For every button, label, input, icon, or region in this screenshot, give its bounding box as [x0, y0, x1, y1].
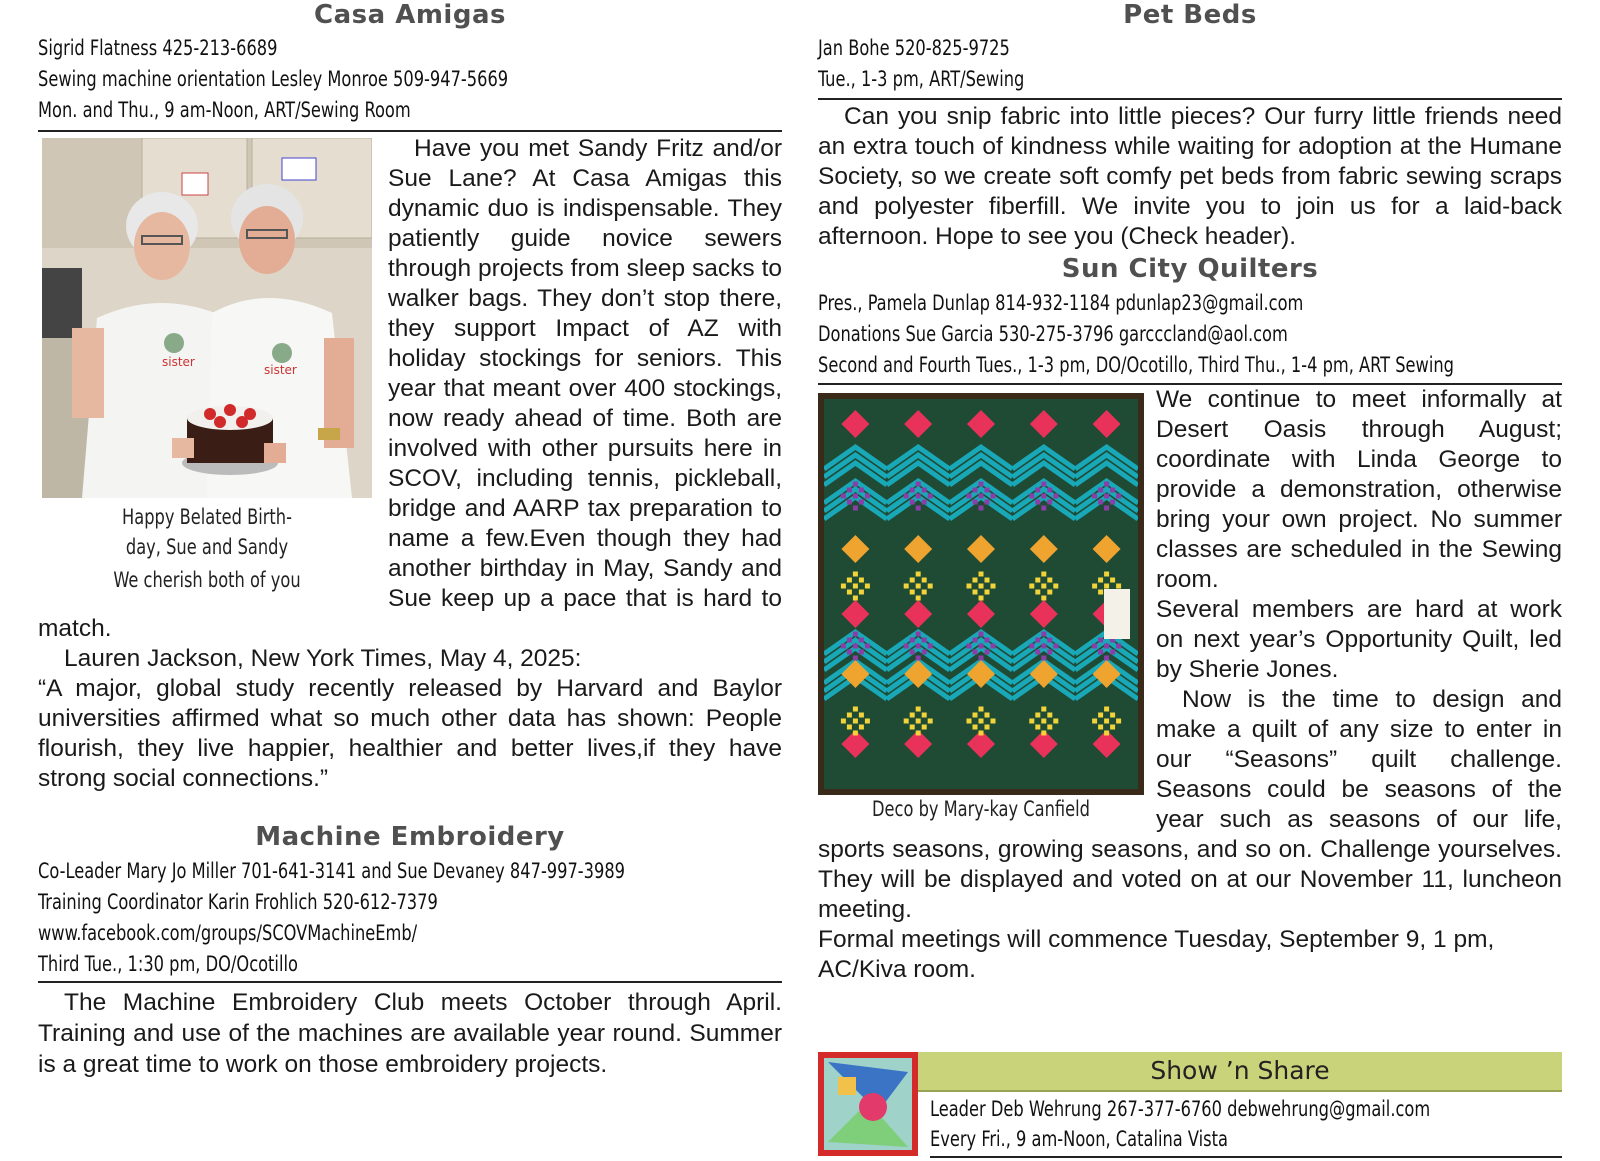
header-line: Sewing machine orientation Lesley Monroe 509-947-5669 — [38, 67, 509, 91]
quilters-paragraph-2: Several members are hard at work on next year’s Opportunity Quilt, led by Sherie Jones. — [1156, 596, 1562, 683]
header-line: Donations Sue Garcia 530-275-3796 garcccland@aol.com — [818, 322, 1288, 346]
shirt-logo-text: sister — [264, 363, 297, 377]
quilt-caption: Deco by Mary-kay Canfield — [872, 797, 1090, 821]
caption-line: Happy Belated Birth- — [122, 505, 292, 529]
sun-city-quilters-title: Sun City Quilters — [1061, 254, 1319, 284]
show-n-share-details — [930, 1094, 1562, 1158]
left-column — [38, 0, 782, 1078]
header-line: www.facebook.com/groups/SCOVMachineEmb/ — [38, 921, 418, 945]
casa-amigas-paragraph: Have you met Sandy Fritz and/or Sue Lane? At Casa Amigas this dynamic duo is indispensable. They patiently guide novice sewers through projects from sleep sacks to walker bags. They don’t stop there, they support Impact of AZ with holiday stockings for seniors. This year that meant over 400 stockings, now ready ahead of time. Both are involved with other pursuits here in SCOV, including tennis, pickleball, bridge and AARP tax preparation to name a few.Even though they had another birthday in May, Sandy and Sue keep up a pace that is hard to match. — [38, 135, 782, 642]
show-n-share-title: Show ’n Share — [1150, 1056, 1330, 1085]
header-line: Mon. and Thu., 9 am-Noon, ART/Sewing Room — [38, 98, 411, 122]
duo-photo-illustration — [42, 138, 372, 498]
right-column — [818, 0, 1562, 985]
quilters-paragraph-1: We continue to meet informally at Desert Oasis through August; coordinate with Linda George to provide a demonstration, otherwise bring your own project. No summer classes are scheduled in the Sewing room. — [1156, 386, 1562, 593]
header-line: Every Fri., 9 am-Noon, Catalina Vista — [930, 1127, 1228, 1151]
quote-paragraph: “A major, global study recently released by Harvard and Baylor universities affirmed what so much other data has shown: People flourish, they live happier, healthier and better lives,if they have strong social connections.” — [38, 675, 782, 792]
duo-photo — [42, 138, 372, 498]
machine-embroidery-paragraph: The Machine Embroidery Club meets October through April. Training and use of the machines are available year round. Summer is a great time to work on those embroidery projects. — [38, 989, 782, 1078]
quilt-figure — [818, 393, 1144, 823]
machine-embroidery-section — [38, 822, 782, 1080]
header-line: Leader Deb Wehrung 267-377-6760 debwehrung@gmail.com — [930, 1097, 1431, 1121]
machine-embroidery-title: Machine Embroidery — [255, 822, 565, 852]
header-line: Tue., 1-3 pm, ART/Sewing — [818, 67, 1025, 91]
header-line: Third Tue., 1:30 pm, DO/Ocotillo — [38, 952, 298, 976]
pet-beds-section — [818, 0, 1562, 252]
header-line: Co-Leader Mary Jo Miller 701-641-3141 and Sue Devaney 847-997-3989 — [38, 859, 626, 883]
caption-line: We cherish both of you — [113, 568, 301, 592]
casa-amigas-header — [38, 33, 782, 132]
show-n-share-box — [818, 1052, 1562, 1156]
header-line: Jan Bohe 520-825-9725 — [818, 36, 1010, 60]
pet-beds-title: Pet Beds — [1123, 0, 1257, 30]
deco-quilt-image — [818, 393, 1144, 795]
caption-line: day, Sue and Sandy — [125, 535, 289, 559]
casa-amigas-section — [38, 0, 782, 794]
sun-city-quilters-header — [818, 288, 1562, 385]
show-n-share-thumbnail — [818, 1052, 918, 1156]
photo-caption — [65, 502, 349, 598]
quilters-paragraph-3: Now is the time to design and make a quilt of any size to enter in our “Seasons” quilt challenge. Seasons could be seasons of the year such as seasons of our life, sports seasons, growing seasons, and so on. Challenge yourselves. They will be displayed and voted on at our November 11, luncheon meeting. — [818, 686, 1562, 923]
show-n-share-image — [818, 1052, 918, 1156]
citation-line: Lauren Jackson, New York Times, May 4, 2025: — [64, 645, 582, 672]
pet-beds-paragraph: Can you snip fabric into little pieces? Our furry little friends need an extra touch of kindness while waiting for adoption at the Humane Society, so we create soft comfy pet beds from fabric sewing scraps and polyester fiberfill. We invite you to join us for a laid-back afternoon. Hope to see you (Check header). — [818, 103, 1562, 250]
header-line: Sigrid Flatness 425-213-6689 — [38, 36, 278, 60]
quilt-pattern — [824, 399, 1138, 789]
pet-beds-header — [818, 33, 1562, 100]
show-n-share-title-band — [918, 1052, 1562, 1092]
header-line: Training Coordinator Karin Frohlich 520-612-7379 — [38, 890, 438, 914]
casa-amigas-title: Casa Amigas — [314, 0, 506, 30]
machine-embroidery-header — [38, 856, 782, 983]
shirt-logo-text: sister — [162, 355, 195, 369]
quilters-paragraph-4: Formal meetings will commence Tuesday, September 9, 1 pm, AC/Kiva room. — [818, 926, 1495, 983]
sun-city-quilters-section — [818, 252, 1562, 985]
casa-amigas-photo-figure — [42, 138, 372, 598]
header-line: Second and Fourth Tues., 1-3 pm, DO/Ocotillo, Third Thu., 1-4 pm, ART Sewing — [818, 353, 1454, 377]
header-line: Pres., Pamela Dunlap 814-932-1184 pdunlap23@gmail.com — [818, 291, 1304, 315]
